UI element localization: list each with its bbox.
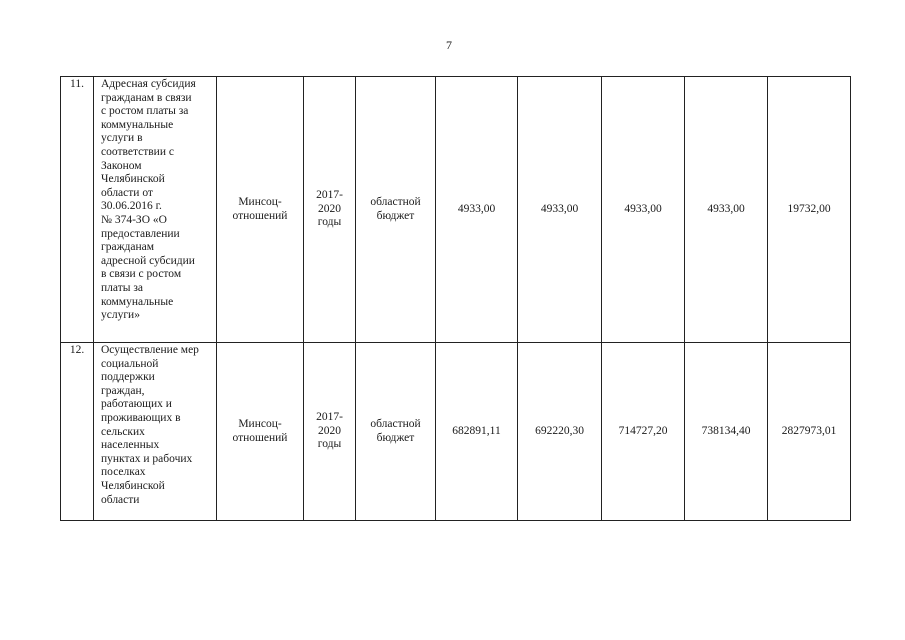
page-number: 7 — [446, 38, 452, 52]
measure-name-cell: Адресная субсидия гражданам в связи с ростом платы за коммунальные услуги в соответствии с Законом Челябинской области от 30.06.2016 г. № 374-ЗО «О предоставлении гражданам адресной субсидии в связи с ростом платы за коммунальные услуги» — [94, 77, 217, 343]
amount-2019-cell: 4933,00 — [602, 77, 685, 343]
table-row — [61, 343, 851, 521]
period-cell: 2017- 2020 годы — [304, 77, 356, 343]
budget-table — [60, 76, 851, 521]
executor-cell: Минсоц- отношений — [217, 77, 304, 343]
funding-source-cell: областной бюджет — [356, 77, 436, 343]
amount-2020-cell: 4933,00 — [685, 77, 768, 343]
row-number-cell: 11. — [61, 77, 94, 343]
amount-2019-cell: 714727,20 — [602, 343, 685, 521]
amount-2017-cell: 682891,11 — [436, 343, 518, 521]
amount-2017-cell: 4933,00 — [436, 77, 518, 343]
measure-name-cell: Осуществление мер социальной поддержки граждан, работающих и проживающих в сельских населенных пунктах и рабочих поселках Челябинской области — [94, 343, 217, 521]
amount-2020-cell: 738134,40 — [685, 343, 768, 521]
funding-source-cell: областной бюджет — [356, 343, 436, 521]
amount-total-cell: 2827973,01 — [768, 343, 851, 521]
amount-total-cell: 19732,00 — [768, 77, 851, 343]
amount-2018-cell: 692220,30 — [518, 343, 602, 521]
executor-cell: Минсоц- отношений — [217, 343, 304, 521]
amount-2018-cell: 4933,00 — [518, 77, 602, 343]
table-row — [61, 77, 851, 343]
row-number-cell: 12. — [61, 343, 94, 521]
period-cell: 2017- 2020 годы — [304, 343, 356, 521]
